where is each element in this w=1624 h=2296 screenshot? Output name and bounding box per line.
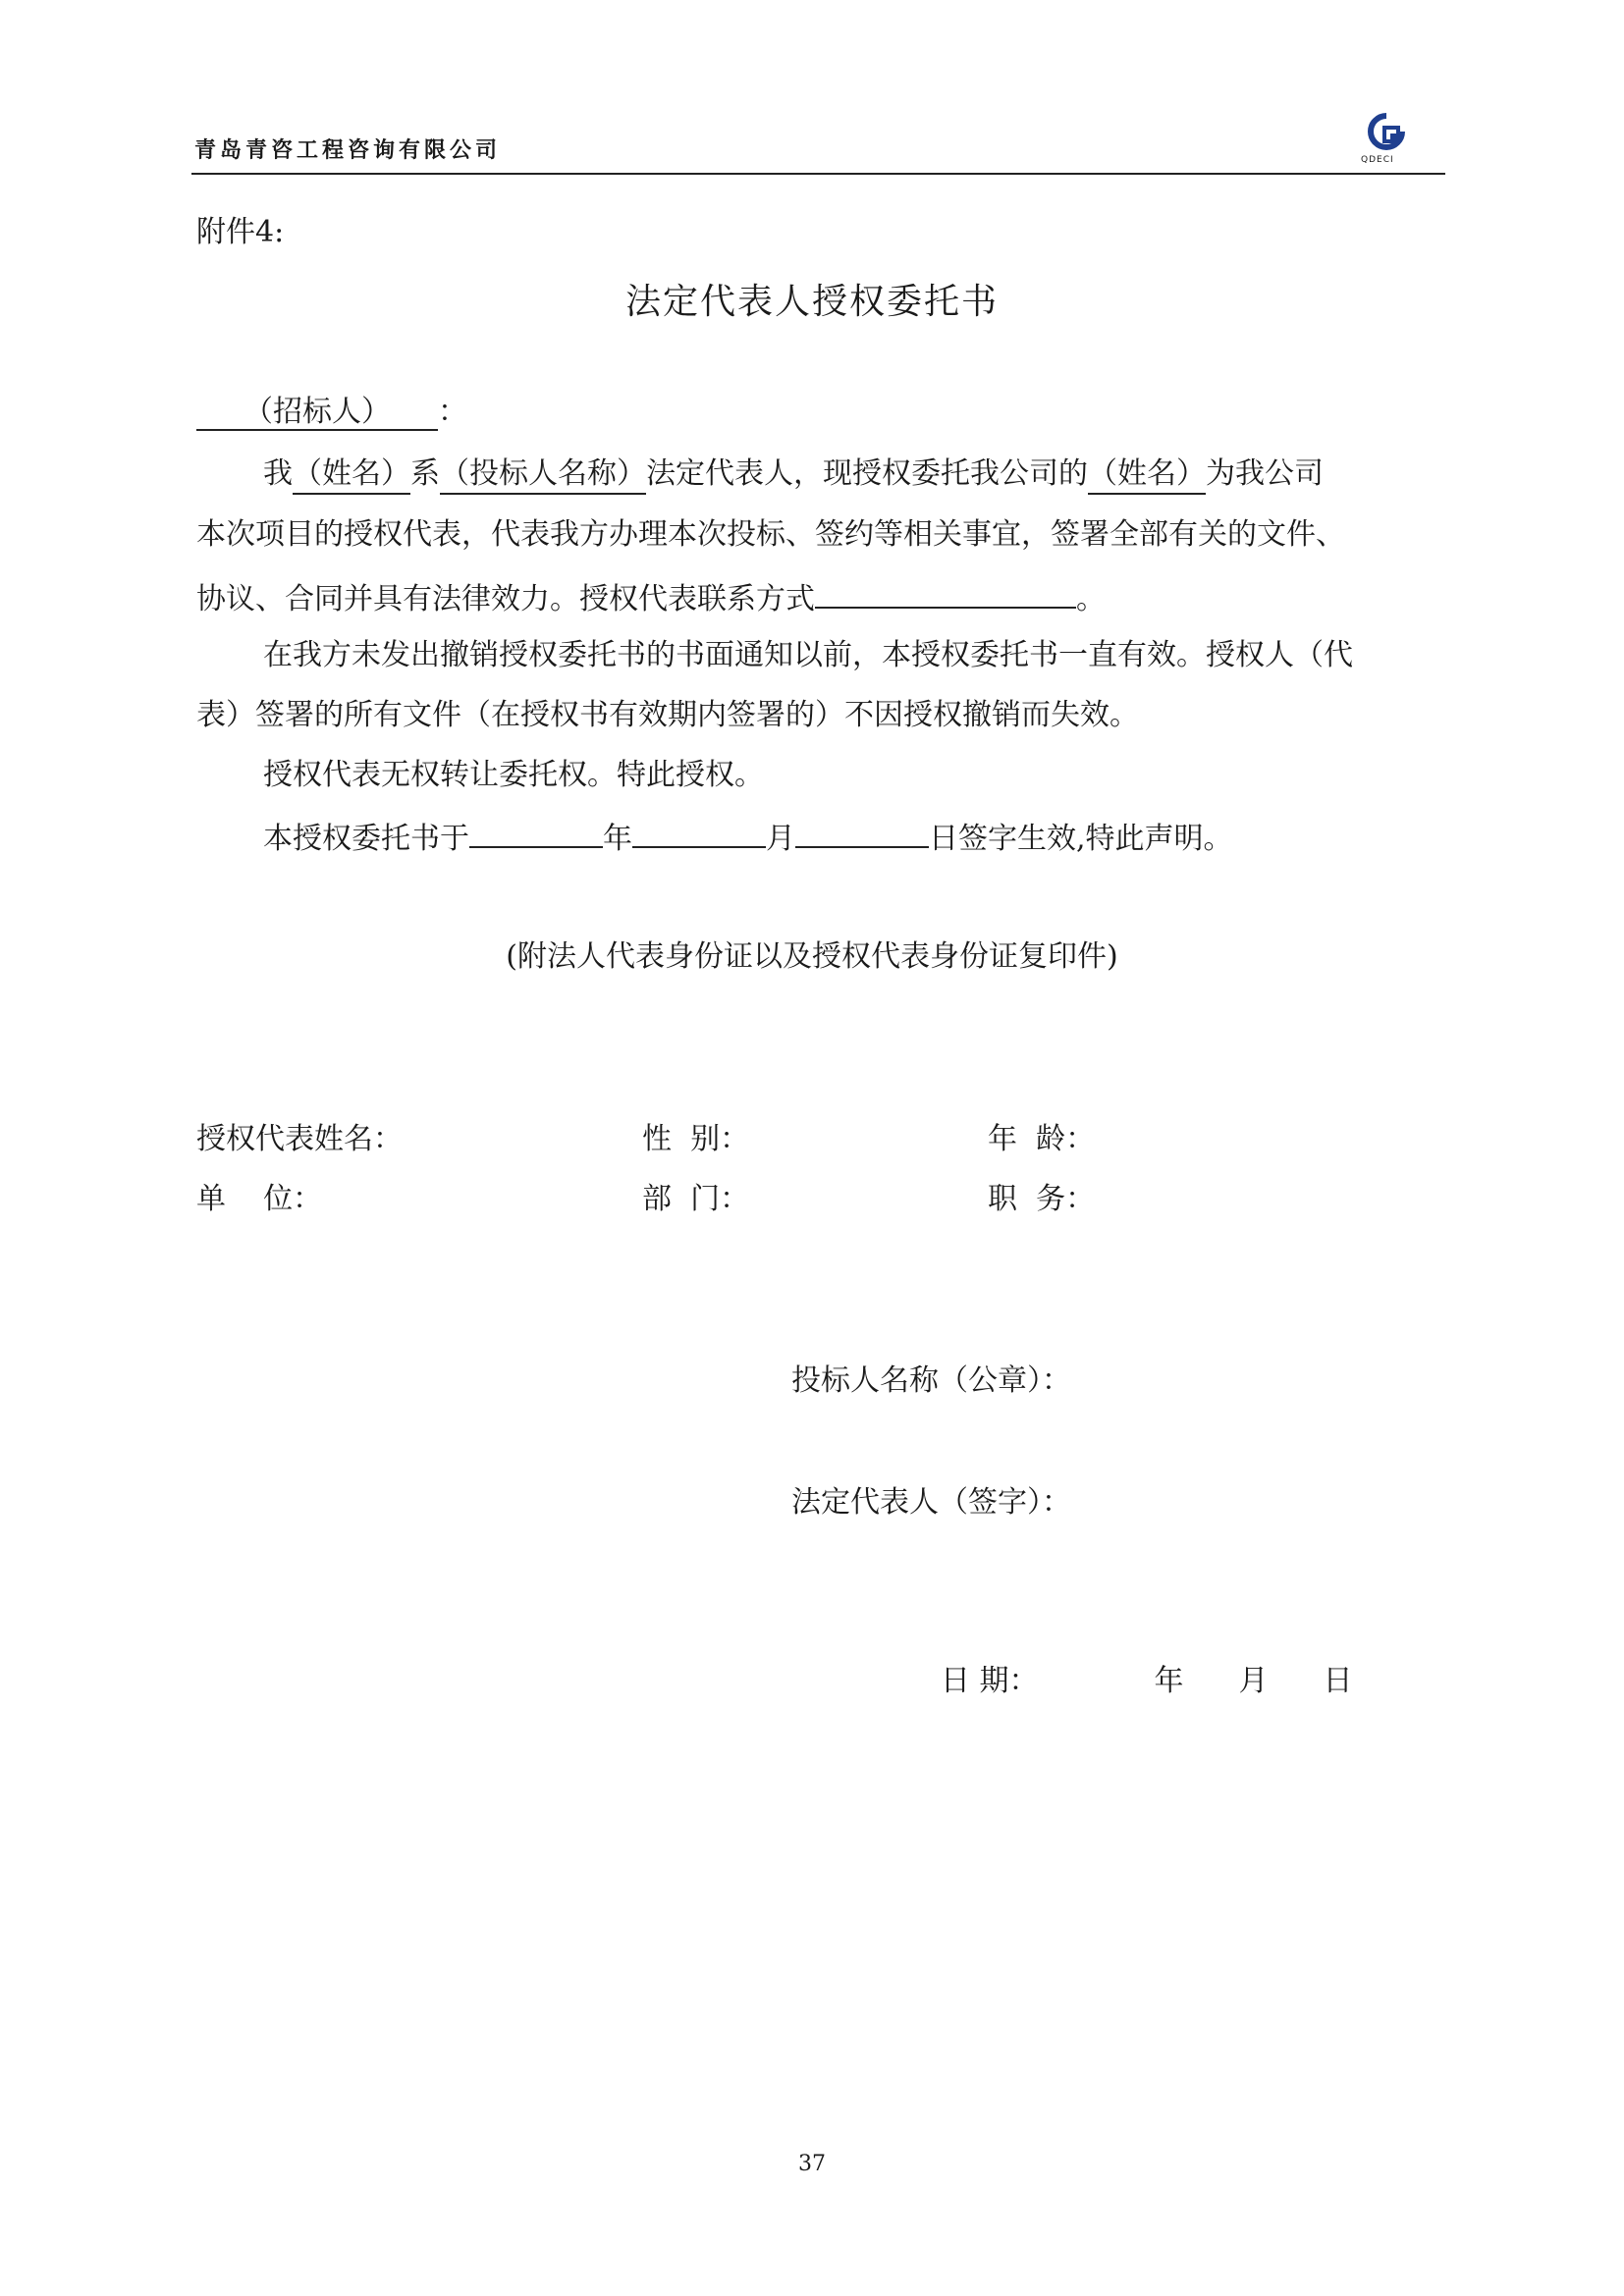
date-line — [941, 1664, 1353, 1698]
addressee-blank: （招标人） — [196, 398, 438, 431]
header-company-name: 青岛青咨工程咨询有限公司 — [194, 138, 502, 163]
date-day: 日 — [1323, 1664, 1353, 1698]
p4-text-1: 本授权委托书于 — [263, 822, 469, 856]
p1-text-4: 为我公司 — [1206, 456, 1324, 491]
p1-text-1: 我 — [263, 456, 293, 491]
p4-day-blank — [795, 821, 929, 848]
document-title: 法定代表人授权委托书 — [624, 282, 999, 322]
paragraph-2-line-2: 表）签署的所有文件（在授权书有效期内签署的）不因授权撤销而失效。 — [196, 698, 1139, 732]
paragraph-1-line-1 — [263, 456, 1324, 491]
p1-name-blank-2: （姓名） — [1088, 456, 1206, 495]
p1-text-3: 法定代表人，现授权委托我公司的 — [646, 456, 1088, 491]
addressee-line — [196, 395, 467, 431]
logo-text: QDECI — [1361, 155, 1394, 165]
legal-rep-sign-label: 法定代表人（签字）： — [791, 1485, 1071, 1520]
p1-name-blank-1: （姓名） — [293, 456, 410, 495]
paragraph-2-line-1: 在我方未发出撤销授权委托书的书面通知以前，本授权委托书一直有效。授权人（代 — [263, 638, 1353, 672]
p4-month-blank — [632, 821, 766, 848]
p1-bidder-blank: （投标人名称） — [440, 456, 646, 495]
date-label: 日 期： — [941, 1664, 1039, 1698]
page-number: 37 — [798, 2152, 826, 2176]
qdeci-logo-icon — [1367, 112, 1406, 161]
paragraph-1-line-2: 本次项目的授权代表，代表我方办理本次投标、签约等相关事宜，签署全部有关的文件、 — [196, 517, 1345, 552]
attachment-label: 附件4: — [196, 215, 285, 249]
p4-month: 月 — [766, 822, 795, 856]
attachment-footnote: (附法人代表身份证以及授权代表身份证复印件) — [506, 939, 1118, 974]
p1-text-2: 系 — [410, 456, 440, 491]
field-age: 年 龄： — [988, 1122, 1096, 1156]
field-unit: 单 位： — [196, 1182, 323, 1216]
date-month: 月 — [1238, 1664, 1269, 1698]
bidder-seal-label: 投标人名称（公章）： — [791, 1363, 1071, 1398]
date-year: 年 — [1154, 1664, 1184, 1698]
p1-line3-end: 。 — [1076, 582, 1106, 616]
paragraph-4 — [263, 821, 1233, 854]
p4-text-2: 日签字生效,特此声明。 — [929, 822, 1233, 856]
paragraph-1-line-3 — [196, 581, 1106, 614]
p4-year: 年 — [603, 822, 632, 856]
field-gender: 性 别： — [642, 1122, 750, 1156]
contact-blank — [815, 581, 1076, 609]
addressee-colon: ： — [438, 395, 467, 429]
paragraph-3: 授权代表无权转让委托权。特此授权。 — [263, 758, 764, 792]
field-department: 部 门： — [642, 1182, 750, 1216]
header-divider — [191, 173, 1445, 175]
p1-line3-text: 协议、合同并具有法律效力。授权代表联系方式 — [196, 582, 815, 616]
field-rep-name: 授权代表姓名： — [196, 1122, 403, 1156]
field-position: 职 务： — [988, 1182, 1096, 1216]
p4-year-blank — [469, 821, 603, 848]
